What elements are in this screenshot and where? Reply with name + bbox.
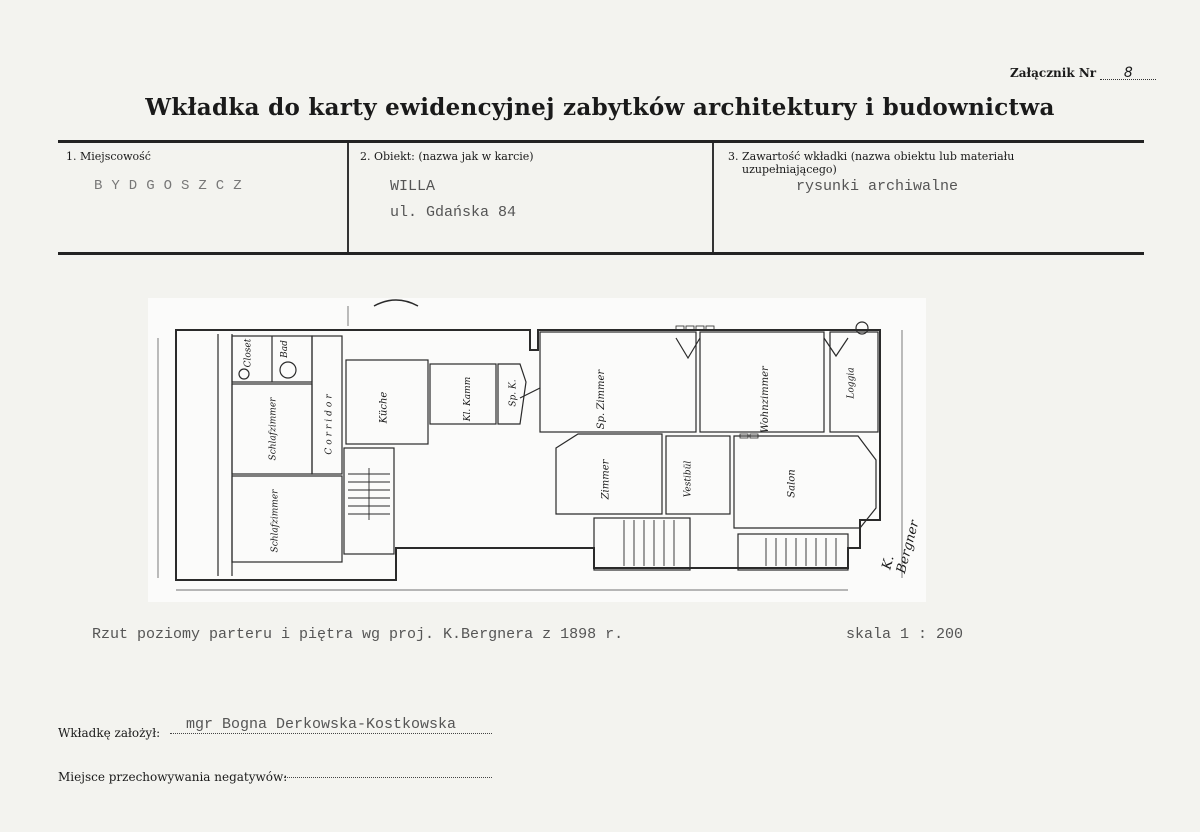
annex-number	[1010, 66, 1156, 80]
drawing-caption: Rzut poziomy parteru i piętra wg proj. K.Bergnera z 1898 r.	[92, 626, 624, 643]
floor-plan-svg	[148, 298, 926, 602]
room-label-bad: Bad	[279, 340, 290, 358]
top-rule	[58, 140, 1144, 143]
room-label-living: Wohnzimmer	[759, 366, 771, 433]
page-title: Wkładka do karty ewidencyjnej zabytków architektury i budownictwa	[145, 94, 1055, 121]
annex-label: Załącznik Nr	[1010, 66, 1097, 80]
annex-number-value: 8	[1100, 67, 1156, 80]
object-name: WILLA	[390, 178, 436, 195]
room-label-bedroom-2: Schlafzimmer	[270, 489, 281, 553]
object-address: ul. Gdańska 84	[390, 204, 517, 221]
room-label-dining: Sp. Zimmer	[596, 369, 608, 430]
contents-label	[728, 150, 1014, 176]
place-label: 1. Miejscowość	[66, 150, 151, 163]
room-label-corridor: Corridor	[324, 391, 335, 455]
room-label-vestibule: Vestibül	[683, 460, 694, 498]
room-label-small-chamber: Kl. Kamm	[463, 376, 474, 422]
author-label: Wkładkę założył:	[58, 726, 161, 740]
contents-label-line1: 3. Zawartość wkładki (nazwa obiektu lub materiału	[728, 150, 1015, 163]
room-label-room: Zimmer	[600, 459, 612, 500]
room-label-loggia: Loggia	[846, 367, 857, 399]
contents-value: rysunki archiwalne	[796, 178, 959, 195]
bottom-rule	[58, 252, 1144, 255]
architect-signature: K. Bergner	[879, 518, 923, 575]
object-label: 2. Obiekt: (nazwa jak w karcie)	[360, 150, 534, 163]
room-label-pantry: Sp. K.	[508, 379, 519, 407]
room-label-closet: Closet	[243, 338, 254, 368]
author-value: mgr Bogna Derkowska-Kostkowska	[186, 716, 457, 733]
negatives-label: Miejsce przechowywania negatywów:	[58, 770, 288, 784]
negatives-dotted-line	[284, 776, 492, 778]
drawing-scale: skala 1 : 200	[846, 626, 964, 643]
room-label-kitchen: Küche	[378, 391, 390, 424]
contents-label-line2: uzupełniającego)	[742, 163, 837, 176]
cell-divider-1	[347, 143, 349, 252]
room-label-salon: Salon	[786, 469, 798, 498]
place-value: BYDGOSZCZ	[94, 178, 251, 194]
cell-divider-2	[712, 143, 714, 252]
floor-plan-drawing	[148, 298, 926, 602]
room-label-bedroom-1: Schlafzimmer	[268, 397, 279, 461]
